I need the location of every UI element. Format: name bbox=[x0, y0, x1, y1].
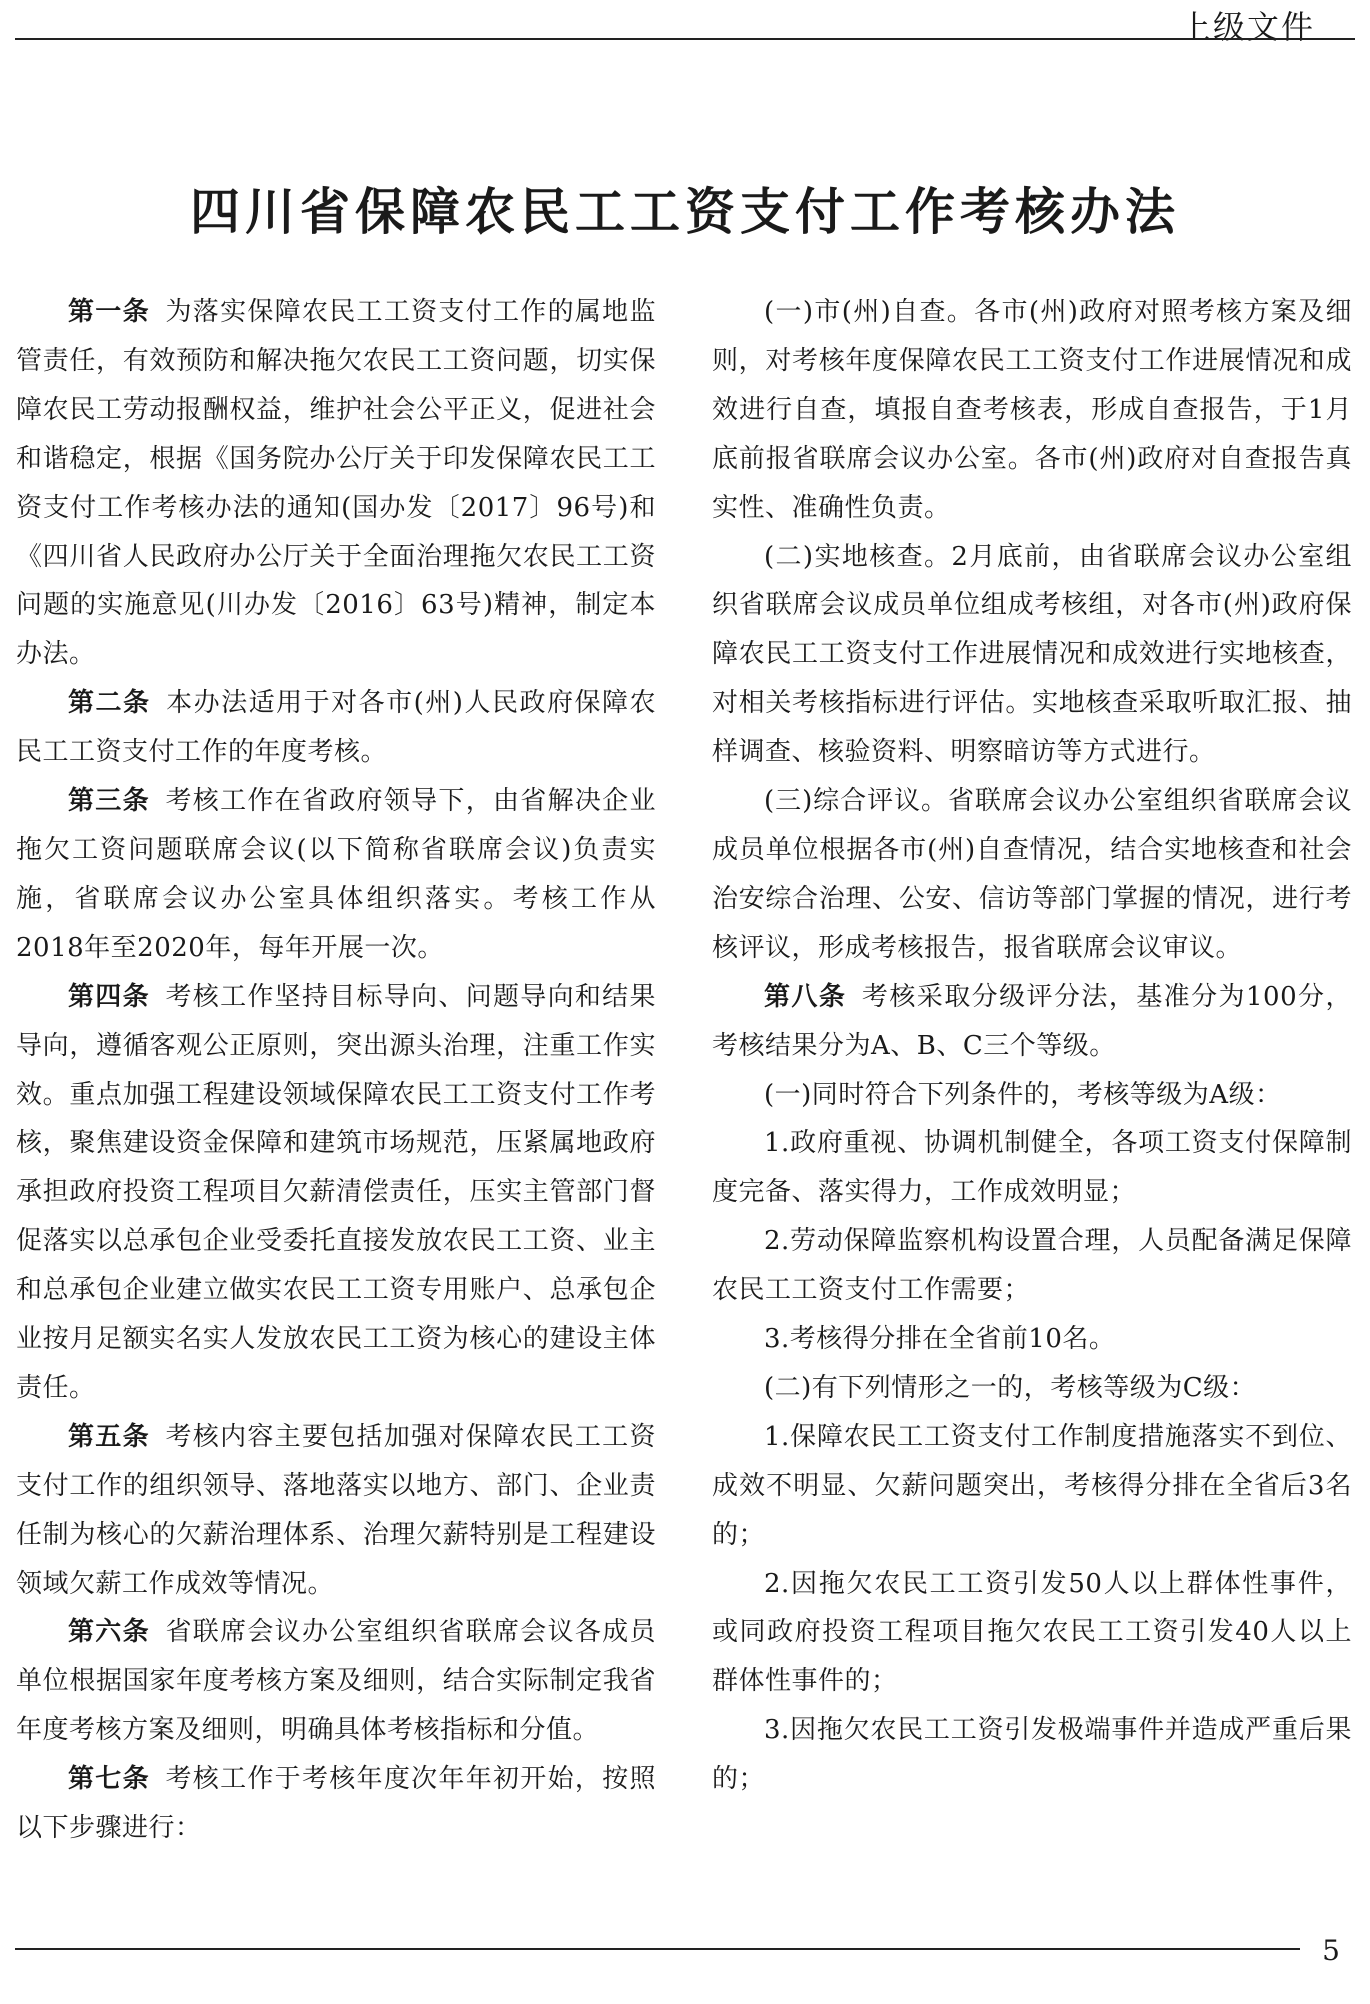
paragraph bbox=[16, 777, 656, 973]
article-text: 考核采取分级评分法，基准分为100分，考核结果分为A、B、C三个等级。 bbox=[712, 981, 1352, 1061]
paragraph bbox=[712, 777, 1352, 973]
paragraph bbox=[16, 679, 656, 777]
paragraph bbox=[16, 1608, 656, 1755]
article-text: 为落实保障农民工工资支付工作的属地监管责任，有效预防和解决拖欠农民工工资问题，切实保障农民工劳动报酬权益，维护社会公平正义，促进社会和谐稳定，根据《国务院办公厅关于印发保障农民工工资支付工作考核办法的通知(国办发〔2017〕96号)和《四川省人民政府办公厅关于全面治理拖欠农民工工资问题的实施意见(川办发〔2016〕63号)精神，制定本办法。 bbox=[16, 297, 656, 670]
paragraph bbox=[712, 1119, 1352, 1217]
paragraph-text: (二)有下列情形之一的，考核等级为C级： bbox=[764, 1372, 1257, 1403]
article-number: 第二条 bbox=[68, 688, 151, 719]
paragraph-text: (一)市(州)自查。各市(州)政府对照考核方案及细则，对考核年度保障农民工工资支付工作进展情况和成效进行自查，填报自查考核表，形成自查报告，于1月底前报省联席会议办公室。各市(州)政府对自查报告真实性、准确性负责。 bbox=[712, 297, 1352, 523]
body-columns bbox=[16, 288, 1354, 1928]
article-number: 第七条 bbox=[68, 1764, 150, 1795]
paragraph bbox=[16, 288, 656, 679]
paragraph bbox=[712, 1706, 1352, 1804]
paragraph bbox=[712, 1560, 1352, 1707]
section-label: 上级文件 bbox=[1178, 8, 1315, 46]
article-number: 第一条 bbox=[68, 297, 150, 327]
paragraph bbox=[712, 973, 1352, 1071]
paragraph bbox=[16, 1413, 656, 1609]
paragraph-text: 1.政府重视、协调机制健全，各项工资支付保障制度完备、落实得力，工作成效明显； bbox=[712, 1128, 1352, 1208]
paragraph-text: 3.因拖欠农民工工资引发极端事件并造成严重后果的； bbox=[712, 1715, 1352, 1795]
article-number: 第八条 bbox=[764, 981, 847, 1012]
paragraph bbox=[712, 1315, 1352, 1364]
paragraph bbox=[712, 288, 1352, 533]
page-number: 5 bbox=[1322, 1934, 1340, 1967]
paragraph bbox=[16, 973, 656, 1413]
paragraph-text: 1.保障农民工工资支付工作制度措施落实不到位、成效不明显、欠薪问题突出，考核得分排在全省后3名的； bbox=[712, 1421, 1352, 1550]
paragraph-text: 2.劳动保障监察机构设置合理，人员配备满足保障农民工工资支付工作需要； bbox=[712, 1226, 1352, 1306]
paragraph bbox=[712, 533, 1352, 778]
header-rule bbox=[15, 38, 1355, 40]
paragraph bbox=[712, 1071, 1352, 1120]
paragraph-text: 3.考核得分排在全省前10名。 bbox=[764, 1324, 1116, 1355]
paragraph bbox=[712, 1217, 1352, 1315]
article-text: 考核内容主要包括加强对保障农民工工资支付工作的组织领导、落地落实以地方、部门、企业责任制为核心的欠薪治理体系、治理欠薪特别是工程建设领域欠薪工作成效等情况。 bbox=[16, 1421, 656, 1599]
article-text: 考核工作在省政府领导下，由省解决企业拖欠工资问题联席会议(以下简称省联席会议)负责实施，省联席会议办公室具体组织落实。考核工作从2018年至2020年，每年开展一次。 bbox=[16, 786, 656, 963]
article-text: 省联席会议办公室组织省联席会议各成员单位根据国家年度考核方案及细则，结合实际制定我省年度考核方案及细则，明确具体考核指标和分值。 bbox=[16, 1617, 656, 1746]
paragraph-text: (二)实地核查。2月底前，由省联席会议办公室组织省联席会议成员单位组成考核组，对各市(州)政府保障农民工工资支付工作进展情况和成效进行实地核查，对相关考核指标进行评估。实地核查采取听取汇报、抽样调查、核验资料、明察暗访等方式进行。 bbox=[712, 541, 1352, 768]
article-text: 考核工作坚持目标导向、问题导向和结果导向，遵循客观公正原则，突出源头治理，注重工作实效。重点加强工程建设领域保障农民工工资支付工作考核，聚焦建设资金保障和建筑市场规范，压紧属地政府承担政府投资工程项目欠薪清偿责任，压实主管部门督促落实以总承包企业受委托直接发放农民工工资、业主和总承包企业建立做实农民工工资专用账户、总承包企业按月足额实名实人发放农民工工资为核心的建设主体责任。 bbox=[16, 981, 656, 1403]
left-column bbox=[16, 288, 656, 1853]
paragraph-text: (一)同时符合下列条件的，考核等级为A级： bbox=[764, 1079, 1282, 1110]
paragraph-text: (三)综合评议。省联席会议办公室组织省联席会议成员单位根据各市(州)自查情况，结合实地核查和社会治安综合治理、公安、信访等部门掌握的情况，进行考核评议，形成考核报告，报省联席会议审议。 bbox=[712, 786, 1352, 963]
paragraph bbox=[16, 1755, 656, 1853]
article-number: 第三条 bbox=[68, 786, 150, 817]
document-title: 四川省保障农民工工资支付工作考核办法 bbox=[190, 181, 1180, 241]
article-number: 第五条 bbox=[68, 1421, 150, 1452]
article-number: 第四条 bbox=[68, 981, 150, 1012]
paragraph bbox=[712, 1364, 1352, 1413]
paragraph bbox=[712, 1413, 1352, 1560]
footer-rule bbox=[15, 1948, 1300, 1950]
paragraph-text: 2.因拖欠农民工工资引发50人以上群体性事件，或同政府投资工程项目拖欠农民工工资引发40人以上群体性事件的； bbox=[712, 1568, 1352, 1697]
article-text: 本办法适用于对各市(州)人民政府保障农民工工资支付工作的年度考核。 bbox=[16, 688, 656, 768]
article-text: 考核工作于考核年度次年年初开始，按照以下步骤进行： bbox=[16, 1764, 656, 1844]
article-number: 第六条 bbox=[68, 1617, 150, 1648]
right-column bbox=[712, 288, 1352, 1804]
